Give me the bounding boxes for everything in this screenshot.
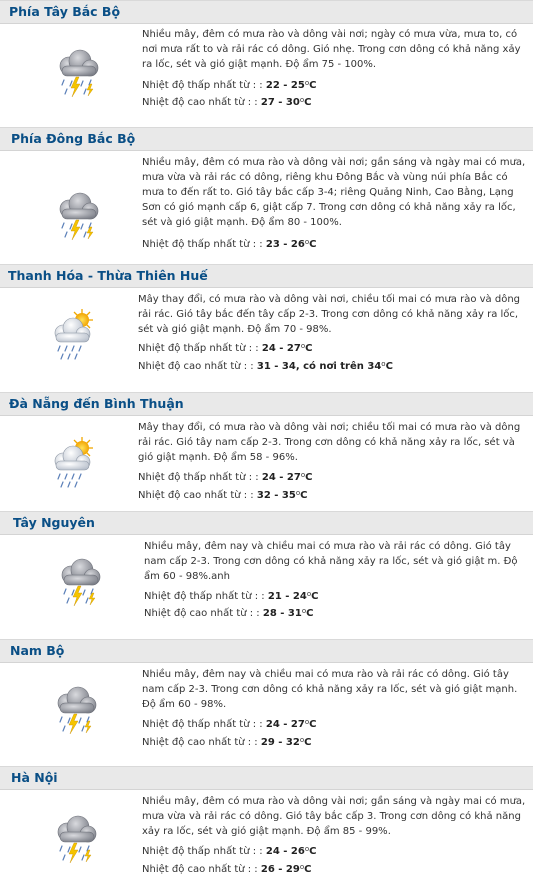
forecast-description: Nhiều mây, đêm nay và chiều mai có mưa rào và rải rác có dông. Gió tây nam cấp 2-3. Trong cơn dông có khả năng xảy ra lốc, sét và gió giật mạnh. Độ ẩm 60 - 98%.: [142, 669, 518, 710]
min-temp-label: Nhiệt độ thấp nhất từ : :: [142, 80, 263, 91]
min-temp-value: 24 - 27: [261, 472, 301, 483]
thunderstorm-cloud-icon: [50, 681, 100, 737]
region-header: [0, 264, 533, 288]
min-temp-label: Nhiệt độ thấp nhất từ : :: [144, 591, 265, 602]
forecast-description: Nhiều mây, đêm nay và chiều mai có mưa rào và rải rác có dông. Gió tây nam cấp 2-3. Trong cơn dông có khả năng xảy ra lốc, sét và gió giật m. Độ ẩm 60 - 98%.anh: [144, 541, 518, 582]
min-temp-row: Nhiệt độ thấp nhất từ : : 22 - 25$^o$C: [142, 79, 317, 91]
min-temp-value: 24 - 27: [261, 343, 301, 354]
thunderstorm-cloud-icon: [50, 810, 100, 866]
max-temp-label: Nhiệt độ cao nhất từ : :: [142, 737, 258, 748]
max-temp-label: Nhiệt độ cao nhất từ : :: [142, 97, 258, 108]
min-temp-row: Nhiệt độ thấp nhất từ : : 24 - 26$^o$C: [142, 845, 317, 857]
min-temp-row: Nhiệt độ thấp nhất từ : : 23 - 26$^o$C: [142, 238, 317, 250]
max-temp-row: Nhiệt độ cao nhất từ : : 27 - 30$^o$C: [142, 96, 312, 108]
min-temp-label: Nhiệt độ thấp nhất từ : :: [138, 472, 259, 483]
max-temp-row: Nhiệt độ cao nhất từ : : 31 - 34, có nơi trên 34$^o$C: [138, 360, 393, 372]
forecast-description: Nhiều mây, đêm có mưa rào và dông vài nơi; ngày có mưa vừa, mưa to, có nơi mưa rất to và rải rác có dông. Gió nhẹ. Trong cơn dông có khả năng xảy ra lốc, sét và gió giật mạnh. Độ ẩm 75 - 100%.: [142, 29, 521, 70]
max-temp-label: Nhiệt độ cao nhất từ : :: [138, 361, 254, 372]
min-temp-value: 23 - 26: [265, 239, 305, 250]
min-temp-row: Nhiệt độ thấp nhất từ : : 24 - 27$^o$C: [142, 718, 317, 730]
max-temp-value: 26 - 29: [260, 864, 300, 875]
min-temp-value: 24 - 26: [265, 846, 305, 857]
thunderstorm-cloud-icon: [52, 44, 102, 100]
min-temp-row: Nhiệt độ thấp nhất từ : : 24 - 27$^o$C: [138, 471, 313, 483]
max-temp-value: 29 - 32: [260, 737, 300, 748]
forecast-description: Mây thay đổi, có mưa rào và dông vài nơi, chiều tối mai có mưa rào và dông rải rác. Gió tây bắc đến tây cấp 2-3. Trong cơn dông có khả năng xảy ra lốc, sét và gió giật mạnh. Độ ẩm 70 - 98%.: [138, 294, 521, 335]
max-temp-label: Nhiệt độ cao nhất từ : :: [144, 608, 260, 619]
min-temp-label: Nhiệt độ thấp nhất từ : :: [142, 719, 263, 730]
max-temp-label: Nhiệt độ cao nhất từ : :: [142, 864, 258, 875]
sun-cloud-rain-icon: [48, 434, 98, 490]
region-title: Phía Đông Bắc Bộ: [11, 131, 136, 146]
min-temp-value: 22 - 25: [265, 80, 305, 91]
region-header: [0, 766, 533, 790]
max-temp-row: Nhiệt độ cao nhất từ : : 26 - 29$^o$C: [142, 863, 312, 875]
region-title: Hà Nội: [11, 770, 58, 785]
region-header: [0, 0, 533, 24]
region-title: Thanh Hóa - Thừa Thiên Huế: [8, 268, 208, 283]
region-header: [0, 511, 533, 535]
forecast-description: Mây thay đổi, có mưa rào và dông vài nơi; chiều tối mai có mưa rào và dông rải rác. Gió tây nam cấp 2-3. Trong cơn dông có khả năng xảy ra lốc, sét và gió giật mạnh. Độ ẩm 58 - 96%.: [138, 422, 521, 463]
forecast-description: Nhiều mây, đêm có mưa rào và dông vài nơi; gần sáng và ngày mai có mưa, mưa vừa và rải rác có dông. Gió tây bắc cấp 3. Trong cơn dông có khả năng xảy ra lốc, sét và gió giật mạnh. Độ ẩm 85 - 99%.: [142, 796, 526, 837]
min-temp-value: 24 - 27: [265, 719, 305, 730]
thunderstorm-cloud-icon: [54, 553, 104, 609]
max-temp-value: 28 - 31: [262, 608, 302, 619]
region-title: Tây Nguyên: [13, 515, 95, 530]
region-title: Phía Tây Bắc Bộ: [9, 4, 121, 19]
max-temp-value: 27 - 30: [260, 97, 300, 108]
max-temp-row: Nhiệt độ cao nhất từ : : 28 - 31$^o$C: [144, 607, 314, 619]
sun-cloud-rain-icon: [48, 306, 98, 362]
max-temp-value: 31 - 34, có nơi trên 34: [256, 361, 382, 372]
region-title: Nam Bộ: [10, 643, 65, 658]
min-temp-label: Nhiệt độ thấp nhất từ : :: [142, 239, 263, 250]
thunderstorm-cloud-icon: [52, 187, 102, 243]
max-temp-row: Nhiệt độ cao nhất từ : : 29 - 32$^o$C: [142, 736, 312, 748]
min-temp-row: Nhiệt độ thấp nhất từ : : 24 - 27$^o$C: [138, 342, 313, 354]
region-title: Đà Nẵng đến Bình Thuận: [9, 396, 184, 411]
max-temp-label: Nhiệt độ cao nhất từ : :: [138, 490, 254, 501]
region-header: [0, 639, 533, 663]
region-header: [0, 127, 533, 151]
max-temp-value: 32 - 35: [256, 490, 296, 501]
min-temp-row: Nhiệt độ thấp nhất từ : : 21 - 24$^o$C: [144, 590, 319, 602]
min-temp-label: Nhiệt độ thấp nhất từ : :: [138, 343, 259, 354]
max-temp-row: Nhiệt độ cao nhất từ : : 32 - 35$^o$C: [138, 489, 308, 501]
forecast-description: Nhiều mây, đêm có mưa rào và dông vài nơi; gần sáng và ngày mai có mưa, mưa vừa và rải rác có dông, riêng khu Đông Bắc và vùng núi phía Bắc có mưa to đến rất to. Gió tây bắc cấp 3-4; riêng Quảng Ninh, Cao Bằng, Lạng Sơn có gió mạnh cấp 6, giật cấp 7. Trong cơn dông có khả năng xảy ra lốc, sét và gió giật mạnh. Độ ẩm 80 - 100%.: [142, 157, 526, 228]
min-temp-label: Nhiệt độ thấp nhất từ : :: [142, 846, 263, 857]
region-header: [0, 392, 533, 416]
min-temp-value: 21 - 24: [267, 591, 307, 602]
